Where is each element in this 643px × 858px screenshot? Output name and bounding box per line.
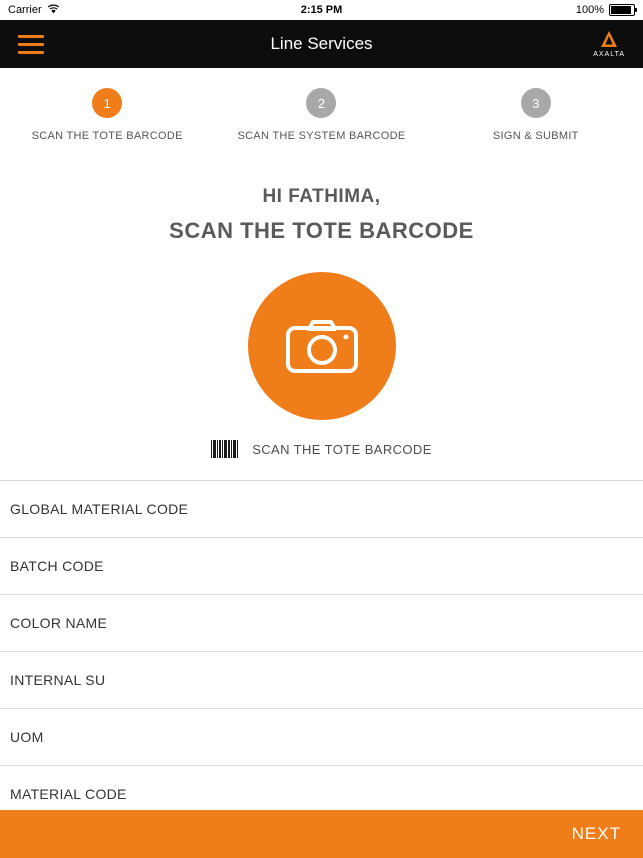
field-row-global-material-code[interactable] <box>0 481 643 538</box>
field-label: BATCH CODE <box>10 558 104 574</box>
step-1[interactable] <box>0 88 214 142</box>
step-indicator <box>0 68 643 148</box>
field-row-batch-code[interactable] <box>0 538 643 595</box>
hamburger-menu-icon[interactable] <box>18 35 44 54</box>
greeting-text: HI FATHIMA, <box>262 186 381 207</box>
instruction-text: SCAN THE TOTE BARCODE <box>169 218 474 243</box>
camera-scan-button[interactable] <box>248 272 396 420</box>
step-2[interactable] <box>214 88 428 142</box>
navigation-bar <box>0 20 643 68</box>
carrier-label: Carrier <box>8 4 42 16</box>
axalta-logo-icon <box>593 30 625 58</box>
page-title: Line Services <box>270 34 373 53</box>
step-3-label: SIGN & SUBMIT <box>492 130 579 142</box>
step-2-label: SCAN THE SYSTEM BARCODE <box>237 130 406 142</box>
barcode-hint-label: SCAN THE TOTE BARCODE <box>252 441 432 457</box>
field-label: UOM <box>10 729 44 745</box>
battery-full-icon <box>609 4 635 16</box>
brand-name-label: AXALTA <box>593 51 625 58</box>
camera-icon <box>285 317 359 375</box>
status-bar-time: 2:15 PM <box>300 4 343 16</box>
axalta-mark-icon <box>599 30 619 50</box>
field-label: INTERNAL SU <box>10 672 106 688</box>
field-row-internal-su[interactable] <box>0 652 643 709</box>
step-2-number: 2 <box>306 88 336 118</box>
field-label: MATERIAL CODE <box>10 786 127 802</box>
field-label: COLOR NAME <box>10 615 108 631</box>
field-label: GLOBAL MATERIAL CODE <box>10 501 189 517</box>
step-3-number: 3 <box>521 88 551 118</box>
wifi-icon <box>47 4 60 17</box>
status-bar-right <box>485 4 635 16</box>
field-row-color-name[interactable] <box>0 595 643 652</box>
step-1-label: SCAN THE TOTE BARCODE <box>31 130 183 142</box>
field-row-uom[interactable] <box>0 709 643 766</box>
material-details-list <box>0 480 643 823</box>
barcode-hint <box>0 440 643 458</box>
barcode-icon <box>211 440 238 458</box>
status-bar-left <box>8 4 158 17</box>
step-1-number: 1 <box>92 88 122 118</box>
status-bar <box>0 0 643 20</box>
step-3[interactable] <box>429 88 643 142</box>
footer-bar <box>0 810 643 858</box>
next-button[interactable]: NEXT <box>571 824 621 843</box>
battery-percent-label: 100% <box>575 4 604 16</box>
camera-button-wrapper <box>0 272 643 420</box>
